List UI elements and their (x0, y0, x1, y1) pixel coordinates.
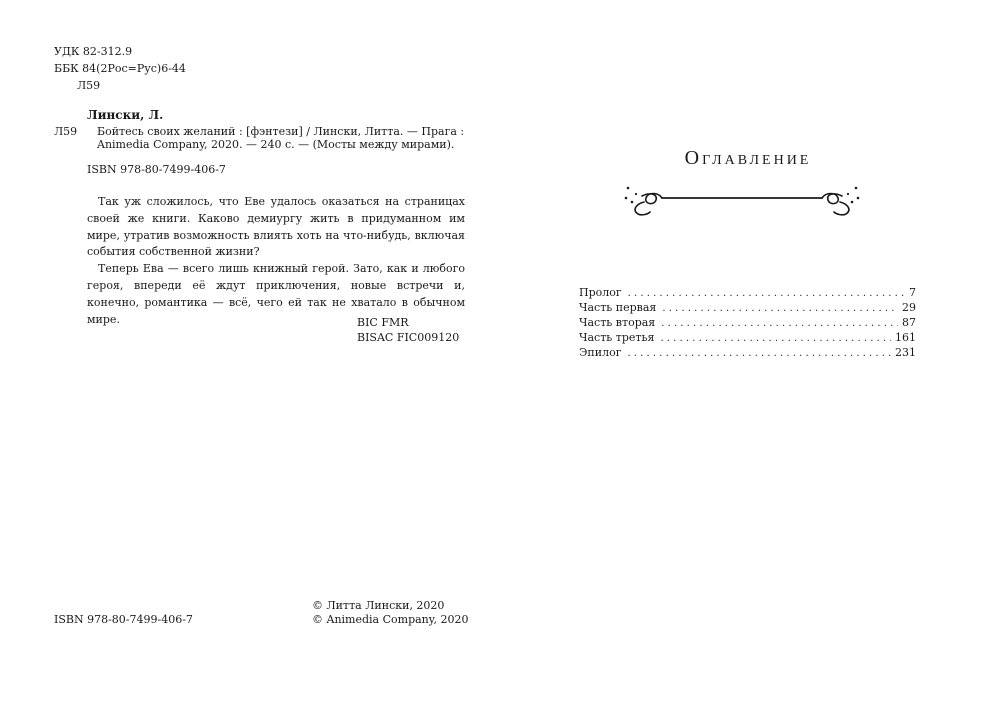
biblio-line-2: Animedia Company, 2020. — 240 с. — (Мосты между мирами). (97, 138, 455, 151)
toc-entry-label: Пролог (579, 286, 622, 299)
toc-entry-label: Часть третья (579, 331, 655, 344)
bisac-code: BISAC FIC009120 (357, 331, 460, 344)
toc-entry-page: 231 (895, 346, 916, 359)
toc-entry[interactable] (579, 285, 916, 300)
toc-entry[interactable] (579, 315, 916, 330)
flourish-divider-icon (618, 184, 866, 218)
toc-entry[interactable] (579, 300, 916, 315)
toc-entry[interactable] (579, 330, 916, 345)
toc-entry-label: Часть первая (579, 301, 657, 314)
toc-leader-dots (627, 346, 891, 361)
toc-entry[interactable] (579, 345, 916, 360)
copyright-author: © Литта Лински, 2020 (312, 599, 445, 612)
author-sign-top: Л59 (77, 79, 101, 92)
toc-leader-dots (662, 301, 898, 316)
udk-code: УДК 82-312.9 (54, 45, 133, 58)
toc-entry-page: 161 (895, 331, 916, 344)
toc-title: Оглавление (684, 147, 812, 169)
author-sign: Л59 (54, 125, 78, 138)
bic-code: BIC FMR (357, 316, 409, 329)
toc-leader-dots (661, 316, 898, 331)
toc-entry-page: 29 (902, 301, 916, 314)
toc-entry-label: Эпилог (579, 346, 622, 359)
toc-leader-dots (628, 286, 905, 301)
toc-entry-page: 87 (902, 316, 916, 329)
author-name: Лински, Л. (87, 108, 164, 122)
bbk-code: ББК 84(2Рос=Рус)6-44 (54, 62, 186, 75)
annotation-paragraph: Теперь Ева — всего лишь книжный герой. Зато, как и любого героя, впереди её ждут приключения, новые встречи и, конечно, романтика — всё, чего ей так не хватало в обычном мире. (87, 262, 465, 326)
toc-entry-page: 7 (909, 286, 916, 299)
isbn: ISBN 978-80-7499-406-7 (87, 163, 226, 176)
footer-isbn: ISBN 978-80-7499-406-7 (54, 613, 193, 626)
annotation-paragraph: Так уж сложилось, что Еве удалось оказаться на страницах своей же книги. Каково демиургу жить в придуманном им мире, утратив возможность влиять хоть на что-нибудь, включая события собственной жизни? (87, 195, 465, 259)
annotation (87, 194, 465, 328)
toc-leader-dots (660, 331, 891, 346)
toc-entry-label: Часть вторая (579, 316, 656, 329)
table-of-contents (579, 285, 916, 360)
biblio-line-1: Бойтесь своих желаний : [фэнтези] / Лински, Литта. — Прага : (97, 125, 465, 138)
copyright-publisher: © Animedia Company, 2020 (312, 613, 469, 626)
